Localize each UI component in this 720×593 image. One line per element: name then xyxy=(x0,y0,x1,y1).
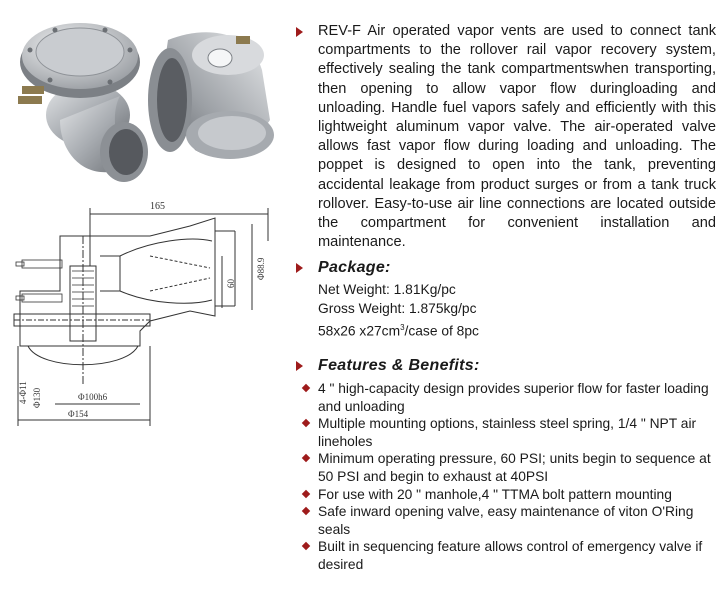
features-section xyxy=(296,356,716,574)
package-heading: Package: xyxy=(318,259,391,276)
technical-drawing xyxy=(0,196,290,436)
list-item xyxy=(302,486,716,504)
feature-text: For use with 20 " manhole,4 " TTMA bolt pattern mounting xyxy=(318,486,672,502)
list-item xyxy=(302,503,716,538)
arrow-bullet-icon xyxy=(296,361,303,371)
arrow-bullet-icon xyxy=(296,27,303,37)
feature-text: Built in sequencing feature allows control of emergency valve if desired xyxy=(318,539,703,572)
list-item xyxy=(302,450,716,485)
diamond-bullet-icon xyxy=(302,489,310,497)
case-dimensions-tail: /case of 8pc xyxy=(404,323,479,339)
features-list xyxy=(296,380,716,574)
intro-paragraph: REV-F Air operated vapor vents are used to connect tank compartments to the rollover rail vapor recovery system, effectively sealing the tank compartmentswhen transporting, then opening to allow vapor flow duringloading and unloading. Handle fuel vapors safely and efficiently with this lightweight aluminum vapor valve. The air-operated valve allows fast vapor flow during loading and unloading. The poppet is designed to open into the tank, preventing accidental leakage from product surges or from a tank truck rollover. Easy-to-use air line connections are located outside the compartment for convenient installation and maintenance. xyxy=(318,23,716,251)
list-item xyxy=(302,538,716,573)
dim-label-phi130: Φ130 xyxy=(32,387,42,408)
list-item xyxy=(302,415,716,450)
diamond-bullet-icon xyxy=(302,454,310,462)
case-dimensions xyxy=(318,318,716,341)
list-item xyxy=(302,380,716,415)
net-weight: Net Weight: 1.81Kg/pc xyxy=(318,282,456,297)
package-details xyxy=(296,280,716,341)
air-fittings xyxy=(16,260,62,302)
diamond-bullet-icon xyxy=(302,507,310,515)
feature-text: Safe inward opening valve, easy maintenance of viton O'Ring seals xyxy=(318,504,694,537)
diamond-bullet-icon xyxy=(302,542,310,550)
dim-label-phi11: 4-Φ11 xyxy=(18,381,28,404)
product-photos xyxy=(0,0,290,190)
diamond-bullet-icon xyxy=(302,384,310,392)
vapor-valve-photo-illustration xyxy=(0,0,290,190)
valve-photo-left xyxy=(18,23,148,182)
dim-label-165: 165 xyxy=(150,201,165,212)
feature-text: 4 " high-capacity design provides superior flow for faster loading and unloading xyxy=(318,381,709,414)
valve-photo-right xyxy=(148,32,274,159)
intro-section xyxy=(296,22,716,252)
case-dimensions-main: 58x26 x27cm xyxy=(318,323,401,339)
case-dimensions-sup: 3 xyxy=(400,323,405,332)
dim-label-60: 60 xyxy=(226,279,236,288)
diamond-bullet-icon xyxy=(302,419,310,427)
features-heading: Features & Benefits: xyxy=(318,357,480,374)
package-section xyxy=(296,258,716,341)
dim-label-phi154: Φ154 xyxy=(68,409,89,419)
dim-label-phi100: Φ100h6 xyxy=(78,392,108,402)
features-heading-row xyxy=(296,356,716,376)
feature-text: Minimum operating pressure, 60 PSI; units begin to sequence at 50 PSI and begin to exhaust at 40PSI xyxy=(318,451,711,484)
dim-label-phi88: Φ88.9 xyxy=(256,257,266,280)
gross-weight: Gross Weight: 1.875kg/pc xyxy=(318,301,477,316)
package-heading-row xyxy=(296,258,716,278)
valve-body-outline xyxy=(20,218,215,346)
arrow-bullet-icon xyxy=(296,263,303,273)
feature-text: Multiple mounting options, stainless steel spring, 1/4 " NPT air lineholes xyxy=(318,416,697,449)
description-column xyxy=(296,22,716,572)
